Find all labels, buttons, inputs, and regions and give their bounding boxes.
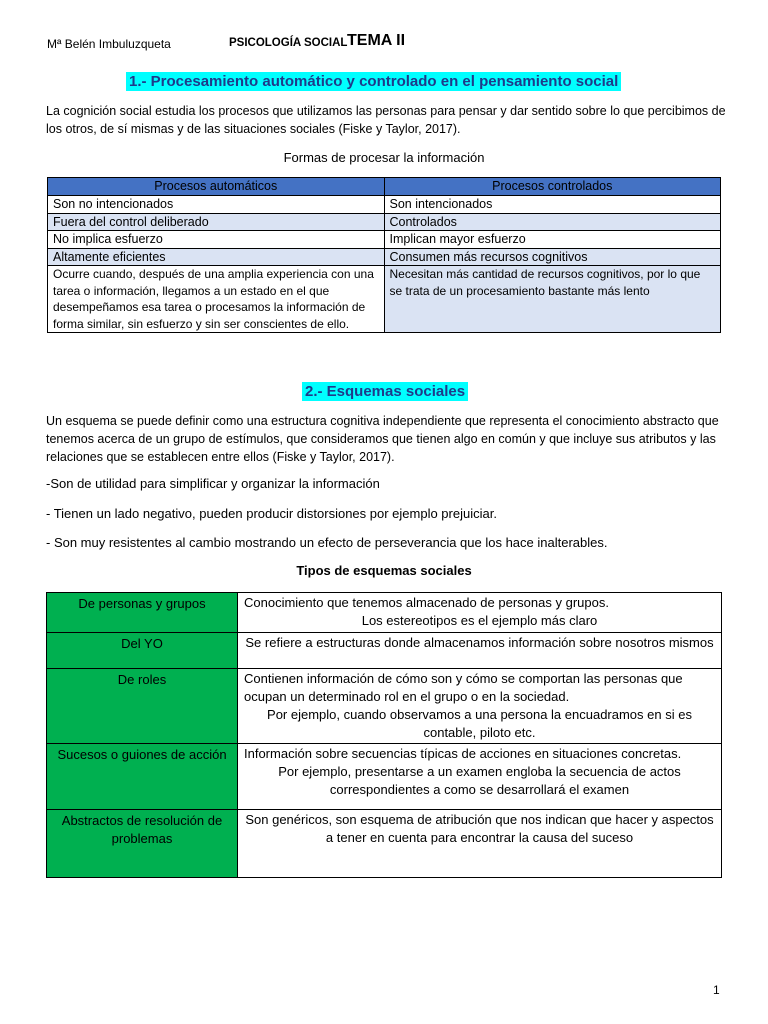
table-row	[47, 633, 722, 669]
description-line: Información sobre secuencias típicas de acciones en situaciones concretas.	[244, 746, 682, 761]
table-1-caption: Formas de procesar la información	[283, 150, 485, 165]
page-number: 1	[713, 983, 720, 997]
cell-automatic: Altamente eficientes	[48, 248, 385, 266]
bullet-item: - Tienen un lado negativo, pueden producir distorsiones por ejemplo prejuiciar.	[46, 506, 497, 521]
cell-automatic: No implica esfuerzo	[48, 231, 385, 249]
section-1-intro: La cognición social estudia los procesos que utilizamos las personas para pensar y dar sentido sobre lo que percibimos de los otros, de sí mismas y de las situaciones sociales (Fiske y Taylor, 2017).	[46, 104, 726, 136]
bullet-item: -Son de utilidad para simplificar y organizar la información	[46, 476, 380, 491]
author-name: Mª Belén Imbuluzqueta	[47, 37, 171, 51]
table-header-row	[48, 178, 721, 196]
schema-type: Sucesos o guiones de acción	[47, 744, 238, 810]
cell-controlled: Implican mayor esfuerzo	[384, 231, 721, 249]
cell-controlled: Consumen más recursos cognitivos	[384, 248, 721, 266]
table-row	[48, 231, 721, 249]
table-2-caption: Tipos de esquemas sociales	[296, 563, 472, 578]
table-row	[48, 266, 721, 333]
table-row	[47, 669, 722, 744]
cell-automatic: Ocurre cuando, después de una amplia experiencia con una tarea o información, llegamos a un estado en el que desempeñamos esa tarea o procesamos la información de forma similar, sin esfuerzo y sin ser conscientes de ello.	[48, 266, 385, 333]
header-automatic: Procesos automáticos	[48, 178, 385, 196]
subject-title: PSICOLOGÍA SOCIAL	[229, 37, 348, 49]
description-line: Por ejemplo, cuando observamos a una persona la encuadramos en si es contable, piloto etc.	[267, 707, 692, 740]
description-line: Los estereotipos es el ejemplo más claro	[361, 613, 598, 628]
cell-controlled: Son intencionados	[384, 196, 721, 214]
table-row	[47, 744, 722, 810]
tema-label: TEMA II	[347, 32, 406, 49]
processing-table	[47, 177, 721, 333]
schema-description	[238, 633, 722, 669]
schema-type: De roles	[47, 669, 238, 744]
description-line: Son genéricos, son esquema de atribución que nos indican que hacer y aspectos a tener en cuenta para encontrar la causa del suceso	[245, 812, 714, 845]
description-line: Por ejemplo, presentarse a un examen engloba la secuencia de actos correspondientes a como se desarrollará el examen	[278, 764, 681, 797]
schema-type: De personas y grupos	[47, 593, 238, 633]
schema-type: Abstractos de resolución de problemas	[47, 810, 238, 878]
schema-type: Del YO	[47, 633, 238, 669]
cell-automatic: Son no intencionados	[48, 196, 385, 214]
table-row	[47, 810, 722, 878]
section-2-title: 2.- Esquemas sociales	[302, 382, 468, 401]
schema-types-table	[46, 592, 722, 878]
table-row	[48, 248, 721, 266]
schema-description	[238, 744, 722, 810]
section-1-title: 1.- Procesamiento automático y controlado en el pensamiento social	[126, 72, 621, 91]
table-row	[48, 213, 721, 231]
bullet-item: - Son muy resistentes al cambio mostrando un efecto de perseverancia que los hace inalterables.	[46, 535, 608, 550]
header-controlled: Procesos controlados	[384, 178, 721, 196]
cell-controlled: Controlados	[384, 213, 721, 231]
schema-description	[238, 669, 722, 744]
cell-automatic: Fuera del control deliberado	[48, 213, 385, 231]
schema-description	[238, 593, 722, 633]
table-row	[47, 593, 722, 633]
section-2-intro: Un esquema se puede definir como una estructura cognitiva independiente que representa el conocimiento abstracto que tenemos acerca de un grupo de estímulos, que consideramos que tienen algo en común y que incluye sus atributos y las relaciones que se establecen entre ellos (Fiske y Taylor, 2017).	[46, 414, 719, 464]
description-line: Contienen información de cómo son y cómo se comportan las personas que ocupan un determinado rol en el grupo o en la sociedad.	[244, 671, 683, 704]
schema-description	[238, 810, 722, 878]
cell-controlled: Necesitan más cantidad de recursos cognitivos, por lo que se trata de un procesamiento bastante más lento	[384, 266, 721, 333]
table-row	[48, 196, 721, 214]
description-line: Se refiere a estructuras donde almacenamos información sobre nosotros mismos	[245, 635, 714, 650]
description-line: Conocimiento que tenemos almacenado de personas y grupos.	[244, 595, 609, 610]
